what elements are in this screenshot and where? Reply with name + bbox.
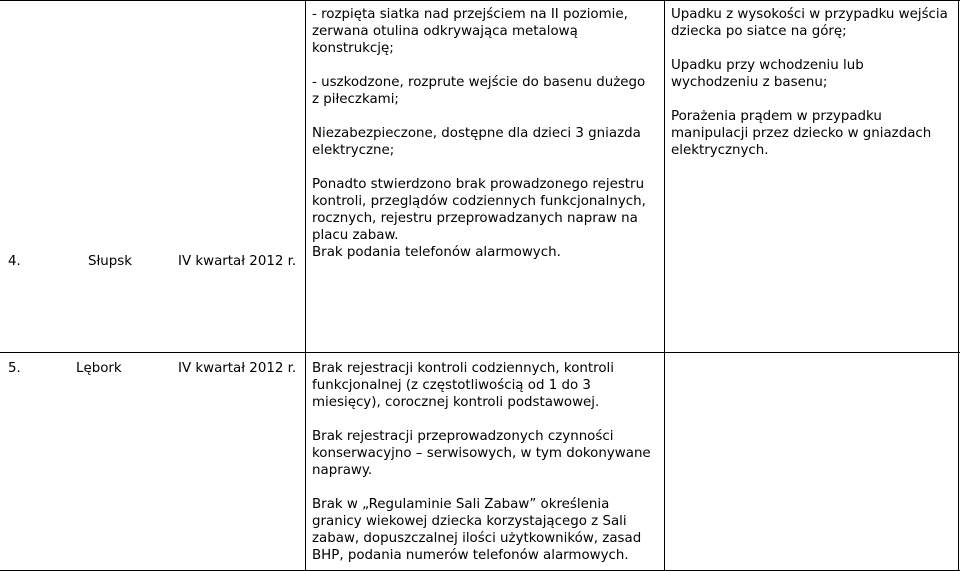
row-period: IV kwartał 2012 r. (178, 254, 297, 269)
finding-text: Ponadto stwierdzono brak prowadzonego rejestru kontroli, przeglądów codziennych funkcjonalnych, rocznych, rejestru przeprowadzanych napraw na placu zabaw. (312, 177, 646, 243)
column-divider (664, 0, 665, 571)
finding-text: - rozpięta siatka nad przejściem na II poziomie, zerwana otulina odkrywająca metalową konstrukcję; (312, 7, 628, 56)
finding-text: Brak rejestracji kontroli codziennych, kontroli funkcjonalnej (z częstotliwością od 1 do 3 miesięcy), corocznej kontroli podstawowej. (312, 361, 614, 410)
finding-text: Niezabezpieczone, dostępne dla dzieci 3 gniazda elektryczne; (312, 126, 641, 158)
row-number: 4. (8, 254, 21, 269)
hazards-cell (671, 6, 953, 159)
hazard-text: Porażenia prądem w przypadku manipulacji przez dziecko w gniazdach elektrycznych. (671, 109, 932, 158)
findings-cell (312, 6, 652, 261)
hazard-text: Upadku z wysokości w przypadku wejścia dziecka po siatce na górę; (671, 7, 948, 39)
row-period: IV kwartał 2012 r. (178, 361, 297, 376)
row-number: 5. (8, 361, 21, 376)
finding-text: - uszkodzone, rozprute wejście do basenu dużego z piłeczkami; (312, 75, 646, 107)
column-divider (958, 0, 959, 571)
finding-text: Brak podania telefonów alarmowych. (312, 245, 561, 260)
column-divider (305, 0, 306, 571)
findings-cell (312, 360, 652, 564)
row-city: Słupsk (88, 254, 133, 269)
finding-text: Brak w „Regulaminie Sali Zabaw” określenia granicy wiekowej dziecka korzystającego z Sali zabaw, dopuszczalnej ilości użytkowników, zasad BHP, podania numerów telefonów alarmowych. (312, 497, 642, 563)
row-divider (0, 352, 960, 353)
finding-text: Brak rejestracji przeprowadzonych czynności konserwacyjno – serwisowych, w tym dokonywane naprawy. (312, 429, 651, 478)
row-city: Lębork (76, 361, 122, 376)
row-divider (0, 0, 960, 1)
hazard-text: Upadku przy wchodzeniu lub wychodzeniu z basenu; (671, 58, 864, 90)
